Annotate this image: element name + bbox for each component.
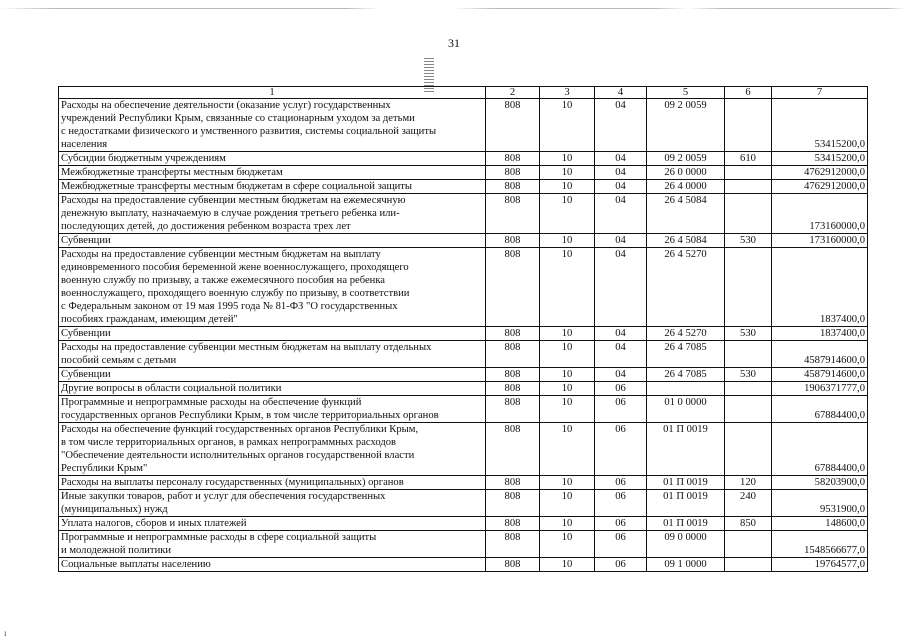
- section-cell: 10: [540, 234, 595, 248]
- subsection-cell: 04: [595, 99, 647, 152]
- description-cell: Программные и непрограммные расходы в сфере социальной защиты и молодежной политики: [59, 531, 486, 558]
- section-cell: 10: [540, 152, 595, 166]
- description-cell: Субсидии бюджетным учреждениям: [59, 152, 486, 166]
- description-cell: Межбюджетные трансферты местным бюджетам в сфере социальной защиты: [59, 180, 486, 194]
- description-cell: Расходы на предоставление субвенции местным бюджетам на выплату отдельных пособий семьям с детьми: [59, 341, 486, 368]
- target-article-cell: 09 1 0000: [647, 558, 725, 572]
- section-cell: 10: [540, 476, 595, 490]
- section-cell: 10: [540, 99, 595, 152]
- description-cell: Субвенции: [59, 327, 486, 341]
- page-number: 31: [448, 36, 460, 50]
- amount-cell: 58203900,0: [772, 476, 868, 490]
- grbs-cell: 808: [486, 368, 540, 382]
- target-article-cell: 09 2 0059: [647, 99, 725, 152]
- grbs-cell: 808: [486, 180, 540, 194]
- subsection-cell: 06: [595, 558, 647, 572]
- description-cell: Расходы на выплаты персоналу государственных (муниципальных) органов: [59, 476, 486, 490]
- scan-top-rule: [0, 8, 905, 9]
- header-col-7: 7: [772, 87, 868, 99]
- subsection-cell: 04: [595, 327, 647, 341]
- table-row: [59, 152, 868, 166]
- header-col-4: 4: [595, 87, 647, 99]
- subsection-cell: 04: [595, 341, 647, 368]
- subsection-cell: 04: [595, 152, 647, 166]
- header-col-3: 3: [540, 87, 595, 99]
- section-cell: 10: [540, 368, 595, 382]
- grbs-cell: 808: [486, 396, 540, 423]
- table-row: [59, 490, 868, 517]
- table-row: [59, 558, 868, 572]
- expense-type-cell: 530: [725, 368, 772, 382]
- table-row: [59, 341, 868, 368]
- target-article-cell: 01 П 0019: [647, 490, 725, 517]
- subsection-cell: 04: [595, 368, 647, 382]
- grbs-cell: 808: [486, 152, 540, 166]
- section-cell: 10: [540, 327, 595, 341]
- amount-cell: 1548566677,0: [772, 531, 868, 558]
- amount-cell: 173160000,0: [772, 194, 868, 234]
- subsection-cell: 04: [595, 180, 647, 194]
- grbs-cell: 808: [486, 194, 540, 234]
- description-cell: Расходы на предоставление субвенции местным бюджетам на ежемесячную денежную выплату, назначаемую в случае рождения третьего ребенка или- последующих детей, до достижения ребенком возраста трех лет: [59, 194, 486, 234]
- grbs-cell: 808: [486, 166, 540, 180]
- target-article-cell: 01 П 0019: [647, 423, 725, 476]
- description-cell: Субвенции: [59, 368, 486, 382]
- amount-cell: 1837400,0: [772, 248, 868, 327]
- section-cell: 10: [540, 531, 595, 558]
- target-article-cell: 26 4 5084: [647, 234, 725, 248]
- subsection-cell: 04: [595, 234, 647, 248]
- subsection-cell: 06: [595, 476, 647, 490]
- grbs-cell: 808: [486, 327, 540, 341]
- table-row: [59, 382, 868, 396]
- subsection-cell: 06: [595, 490, 647, 517]
- expense-type-cell: [725, 248, 772, 327]
- amount-cell: 53415200,0: [772, 99, 868, 152]
- amount-cell: 4587914600,0: [772, 341, 868, 368]
- amount-cell: 4587914600,0: [772, 368, 868, 382]
- expense-type-cell: 850: [725, 517, 772, 531]
- expense-type-cell: [725, 531, 772, 558]
- description-cell: Межбюджетные трансферты местным бюджетам: [59, 166, 486, 180]
- grbs-cell: 808: [486, 558, 540, 572]
- grbs-cell: 808: [486, 248, 540, 327]
- subsection-cell: 04: [595, 248, 647, 327]
- budget-table: [58, 86, 868, 572]
- grbs-cell: 808: [486, 476, 540, 490]
- table-row: [59, 327, 868, 341]
- subsection-cell: 06: [595, 382, 647, 396]
- expense-type-cell: [725, 558, 772, 572]
- target-article-cell: 26 4 7085: [647, 341, 725, 368]
- section-cell: 10: [540, 517, 595, 531]
- expense-type-cell: [725, 341, 772, 368]
- section-cell: 10: [540, 396, 595, 423]
- target-article-cell: 26 4 0000: [647, 180, 725, 194]
- description-cell: Субвенции: [59, 234, 486, 248]
- table-row: [59, 166, 868, 180]
- section-cell: 10: [540, 423, 595, 476]
- header-row: [59, 87, 868, 99]
- description-cell: Другие вопросы в области социальной политики: [59, 382, 486, 396]
- amount-cell: 1906371777,0: [772, 382, 868, 396]
- target-article-cell: 26 0 0000: [647, 166, 725, 180]
- target-article-cell: 01 П 0019: [647, 476, 725, 490]
- subsection-cell: 06: [595, 517, 647, 531]
- amount-cell: 1837400,0: [772, 327, 868, 341]
- grbs-cell: 808: [486, 382, 540, 396]
- table-row: [59, 396, 868, 423]
- table-row: [59, 423, 868, 476]
- section-cell: 10: [540, 490, 595, 517]
- header-col-6: 6: [725, 87, 772, 99]
- expense-type-cell: [725, 166, 772, 180]
- section-cell: 10: [540, 166, 595, 180]
- expense-type-cell: 530: [725, 327, 772, 341]
- subsection-cell: 06: [595, 531, 647, 558]
- expense-type-cell: [725, 396, 772, 423]
- amount-cell: 19764577,0: [772, 558, 868, 572]
- amount-cell: 4762912000,0: [772, 180, 868, 194]
- grbs-cell: 808: [486, 423, 540, 476]
- target-article-cell: 26 4 5270: [647, 327, 725, 341]
- section-cell: 10: [540, 558, 595, 572]
- table-row: [59, 476, 868, 490]
- grbs-cell: 808: [486, 341, 540, 368]
- section-cell: 10: [540, 382, 595, 396]
- description-cell: Расходы на обеспечение функций государственных органов Республики Крым, в том числе территориальных органов, в рамках непрограммных расходов "Обеспечение деятельности исполнительных органов государственной власти Республики Крым": [59, 423, 486, 476]
- amount-cell: 67884400,0: [772, 396, 868, 423]
- expense-type-cell: [725, 423, 772, 476]
- expense-type-cell: 530: [725, 234, 772, 248]
- amount-cell: 53415200,0: [772, 152, 868, 166]
- grbs-cell: 808: [486, 234, 540, 248]
- amount-cell: 9531900,0: [772, 490, 868, 517]
- subsection-cell: 06: [595, 423, 647, 476]
- description-cell: Программные и непрограммные расходы на обеспечение функций государственных органов Республики Крым, в том числе территориальных органов: [59, 396, 486, 423]
- target-article-cell: 26 4 5270: [647, 248, 725, 327]
- table-row: [59, 180, 868, 194]
- grbs-cell: 808: [486, 531, 540, 558]
- expense-type-cell: [725, 194, 772, 234]
- description-cell: Расходы на обеспечение деятельности (оказание услуг) государственных учреждений Республики Крым, связанные со стационарным уходом за детьми с недостатками физического и умственного развития, системы социальной защиты населения: [59, 99, 486, 152]
- amount-cell: 173160000,0: [772, 234, 868, 248]
- section-cell: 10: [540, 194, 595, 234]
- target-article-cell: 26 4 5084: [647, 194, 725, 234]
- description-cell: Расходы на предоставление субвенции местным бюджетам на выплату единовременного пособия беременной жене военнослужащего, проходящего военную службу по призыву, а также ежемесячного пособия на ребенка военнослужащего, проходящего военную службу по призыву, в соответствии с Федеральным законом от 19 мая 1995 года № 81-ФЗ "О государственных пособиях гражданам, имеющим детей": [59, 248, 486, 327]
- expense-type-cell: 610: [725, 152, 772, 166]
- expense-type-cell: 120: [725, 476, 772, 490]
- expense-type-cell: 240: [725, 490, 772, 517]
- header-col-2: 2: [486, 87, 540, 99]
- target-article-cell: 26 4 7085: [647, 368, 725, 382]
- description-cell: Иные закупки товаров, работ и услуг для обеспечения государственных (муниципальных) нужд: [59, 490, 486, 517]
- grbs-cell: 808: [486, 517, 540, 531]
- scan-mark-corner: ı: [4, 628, 7, 638]
- target-article-cell: 09 0 0000: [647, 531, 725, 558]
- target-article-cell: 09 2 0059: [647, 152, 725, 166]
- table-row: [59, 248, 868, 327]
- grbs-cell: 808: [486, 490, 540, 517]
- subsection-cell: 04: [595, 166, 647, 180]
- target-article-cell: 01 П 0019: [647, 517, 725, 531]
- target-article-cell: 01 0 0000: [647, 396, 725, 423]
- target-article-cell: [647, 382, 725, 396]
- expense-type-cell: [725, 382, 772, 396]
- expense-type-cell: [725, 180, 772, 194]
- header-col-1: 1: [59, 87, 486, 99]
- description-cell: Социальные выплаты населению: [59, 558, 486, 572]
- expense-type-cell: [725, 99, 772, 152]
- grbs-cell: 808: [486, 99, 540, 152]
- table-row: [59, 531, 868, 558]
- amount-cell: 67884400,0: [772, 423, 868, 476]
- table-row: [59, 368, 868, 382]
- amount-cell: 4762912000,0: [772, 166, 868, 180]
- section-cell: 10: [540, 341, 595, 368]
- subsection-cell: 06: [595, 396, 647, 423]
- table-row: [59, 234, 868, 248]
- table-row: [59, 517, 868, 531]
- table-row: [59, 194, 868, 234]
- description-cell: Уплата налогов, сборов и иных платежей: [59, 517, 486, 531]
- header-col-5: 5: [647, 87, 725, 99]
- section-cell: 10: [540, 248, 595, 327]
- amount-cell: 148600,0: [772, 517, 868, 531]
- table-row: [59, 99, 868, 152]
- subsection-cell: 04: [595, 194, 647, 234]
- section-cell: 10: [540, 180, 595, 194]
